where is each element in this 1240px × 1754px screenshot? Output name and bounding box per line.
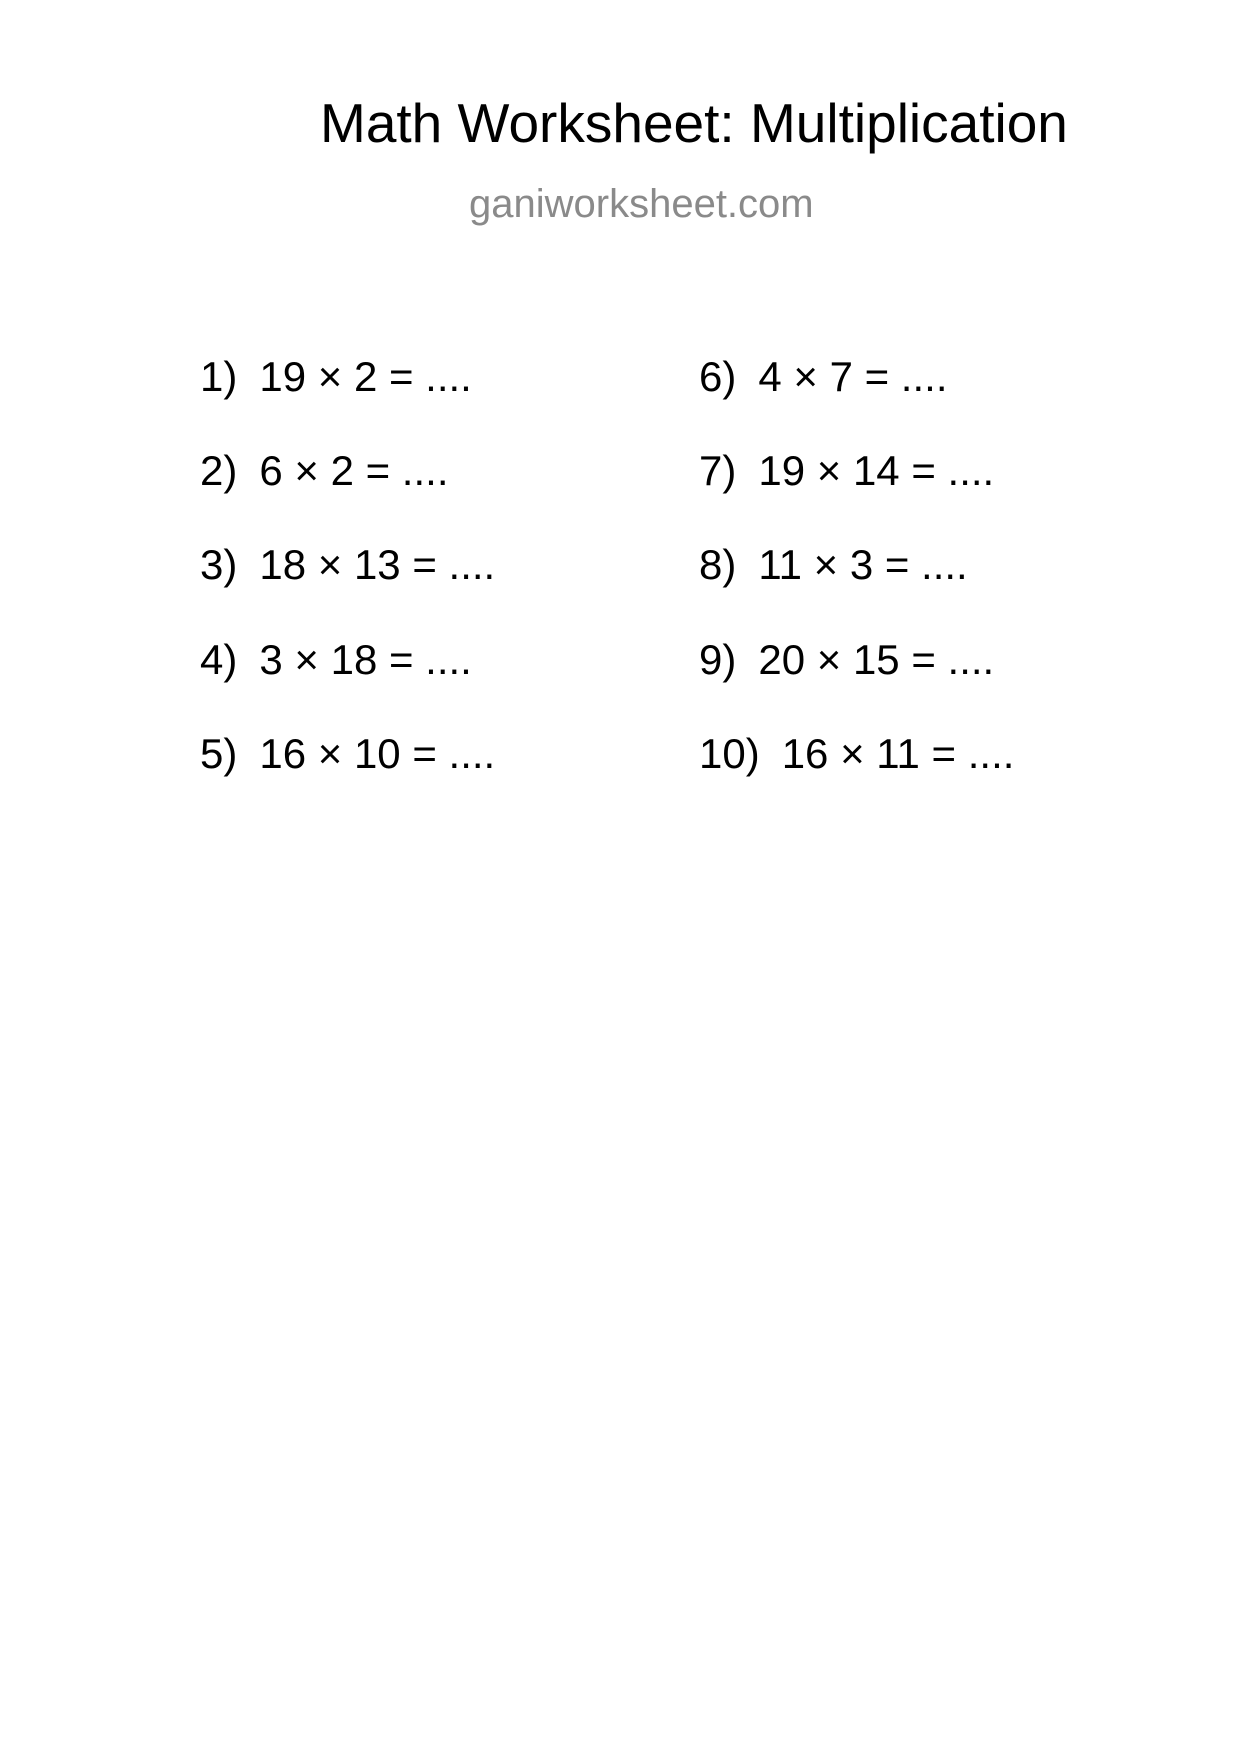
- problem-item: [200, 447, 449, 494]
- problem-expression: 19 × 2 = ....: [259, 353, 472, 400]
- problem-expression: 19 × 14 = ....: [758, 447, 995, 494]
- problem-expression: 20 × 15 = ....: [758, 636, 995, 683]
- problem-item: [699, 447, 995, 494]
- problem-expression: 11 × 3 = ....: [758, 541, 968, 588]
- problem-item: [200, 353, 472, 400]
- problem-item: [200, 541, 496, 588]
- problem-number: 9): [699, 636, 737, 683]
- website-label: ganiworksheet.com: [469, 182, 814, 226]
- problem-item: [699, 353, 948, 400]
- problem-expression: 3 × 18 = ....: [259, 636, 472, 683]
- problem-number: 7): [699, 447, 737, 494]
- worksheet-title: Math Worksheet: Multiplication: [320, 92, 1068, 154]
- problem-item: [699, 730, 1015, 777]
- problem-expression: 16 × 11 = ....: [781, 730, 1015, 777]
- problem-number: 4): [200, 636, 238, 683]
- problem-number: 5): [200, 730, 238, 777]
- problem-item: [699, 636, 995, 683]
- problem-number: 3): [200, 541, 238, 588]
- problem-expression: 18 × 13 = ....: [259, 541, 496, 588]
- problem-number: 8): [699, 541, 737, 588]
- problem-number: 1): [200, 353, 238, 400]
- problem-item: [699, 541, 968, 588]
- problem-item: [200, 730, 496, 777]
- problem-expression: 6 × 2 = ....: [259, 447, 449, 494]
- problem-number: 6): [699, 353, 737, 400]
- problem-expression: 16 × 10 = ....: [259, 730, 496, 777]
- problem-number: 2): [200, 447, 238, 494]
- problem-number: 10): [699, 730, 760, 777]
- problem-expression: 4 × 7 = ....: [758, 353, 948, 400]
- problem-item: [200, 636, 472, 683]
